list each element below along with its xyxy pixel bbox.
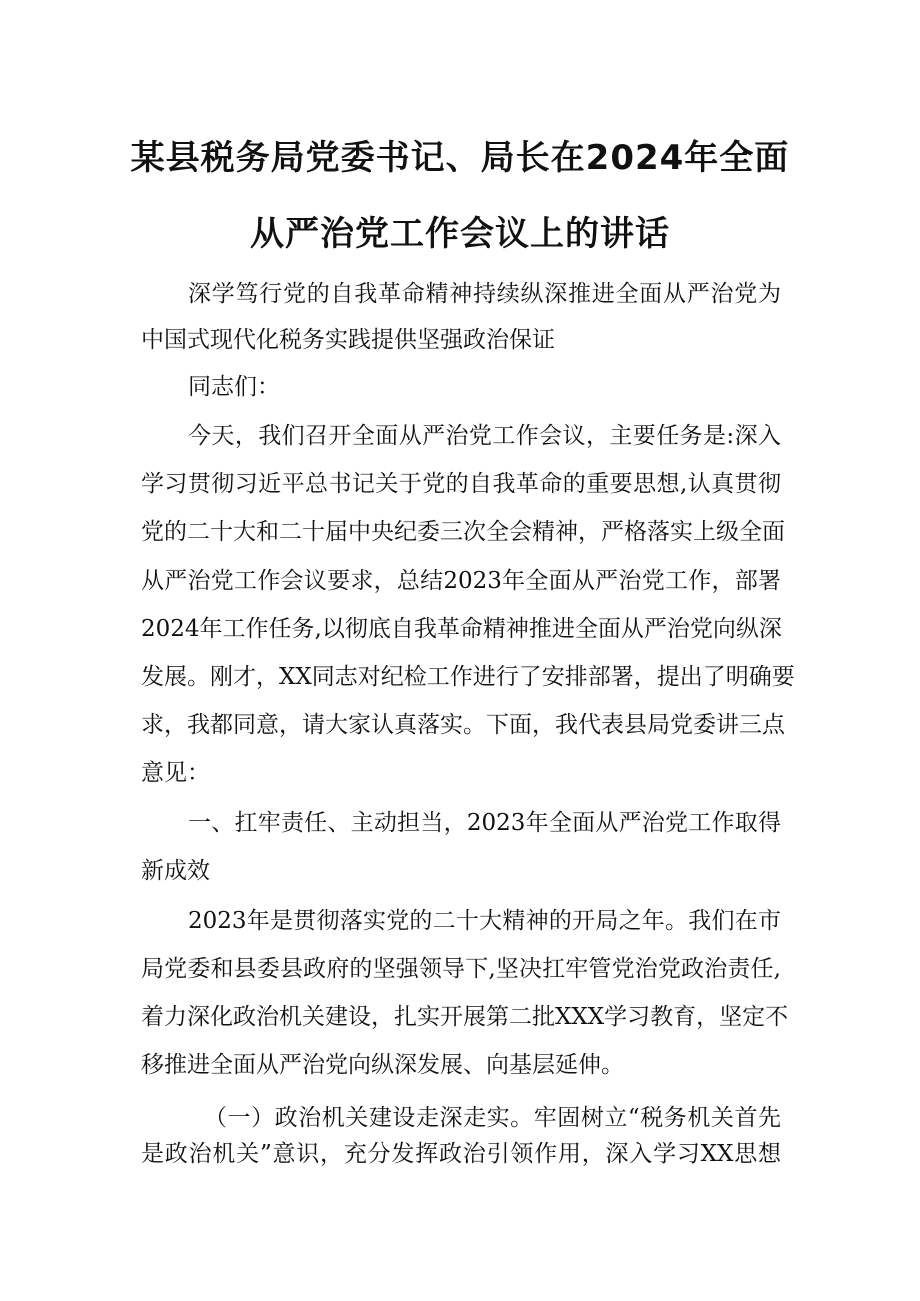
para1-line-5: 2024年工作任务,以彻底自我革命精神推进全面从严治党向纵深 [141,616,782,642]
para1-line-1: 今天，我们召开全面从严治党工作会议，主要任务是:深入 [188,423,781,449]
heading1-line-1: 一、扛牢责任、主动担当，2023年全面从严治党工作取得 [188,810,781,836]
para1-line-2: 学习贯彻习近平总书记关于党的自我革命的重要思想,认真贯彻 [141,471,781,497]
para3-line-2: 是政治机关”意识，充分发挥政治引领作用，深入学习XX思想 [141,1141,781,1167]
para2-line-1: 2023年是贯彻落实党的二十大精神的开局之年。我们在市 [188,908,781,934]
subtitle-line-1: 深学笃行党的自我革命精神持续纵深推进全面从严治党为 [188,281,781,307]
para1-line-6: 发展。刚才，XX同志对纪检工作进行了安排部署，提出了明确要 [141,664,795,690]
subtitle-line-2: 中国式现代化税务实践提供坚强政治保证 [141,327,555,353]
heading1-line-2: 新成效 [141,858,210,884]
salutation: 同志们： [188,374,280,400]
para1-line-7: 求，我都同意，请大家认真落实。下面，我代表县局党委讲三点 [141,712,785,738]
para1-line-4: 从严治党工作会议要求，总结2023年全面从严治党工作，部署 [141,568,781,594]
document-title-line-2: 从严治党工作会议上的讲话 [250,214,670,254]
para2-line-4: 移推进全面从严治党向纵深发展、向基层延伸。 [141,1052,624,1078]
para2-line-3: 着力深化政治机关建设，扎实开展第二批XXX学习教育，坚定不 [141,1004,789,1030]
para1-line-8: 意见： [141,760,210,786]
para2-line-2: 局党委和县委县政府的坚强领导下,坚决扛牢管党治党政治责任, [141,956,781,982]
para1-line-3: 党的二十大和二十届中央纪委三次全会精神，严格落实上级全面 [141,519,785,545]
document-title-line-1: 某县税务局党委书记、局长在2024年全面 [130,138,790,178]
para3-line-1: （一）政治机关建设走深走实。牢固树立“税务机关首先 [204,1105,781,1131]
